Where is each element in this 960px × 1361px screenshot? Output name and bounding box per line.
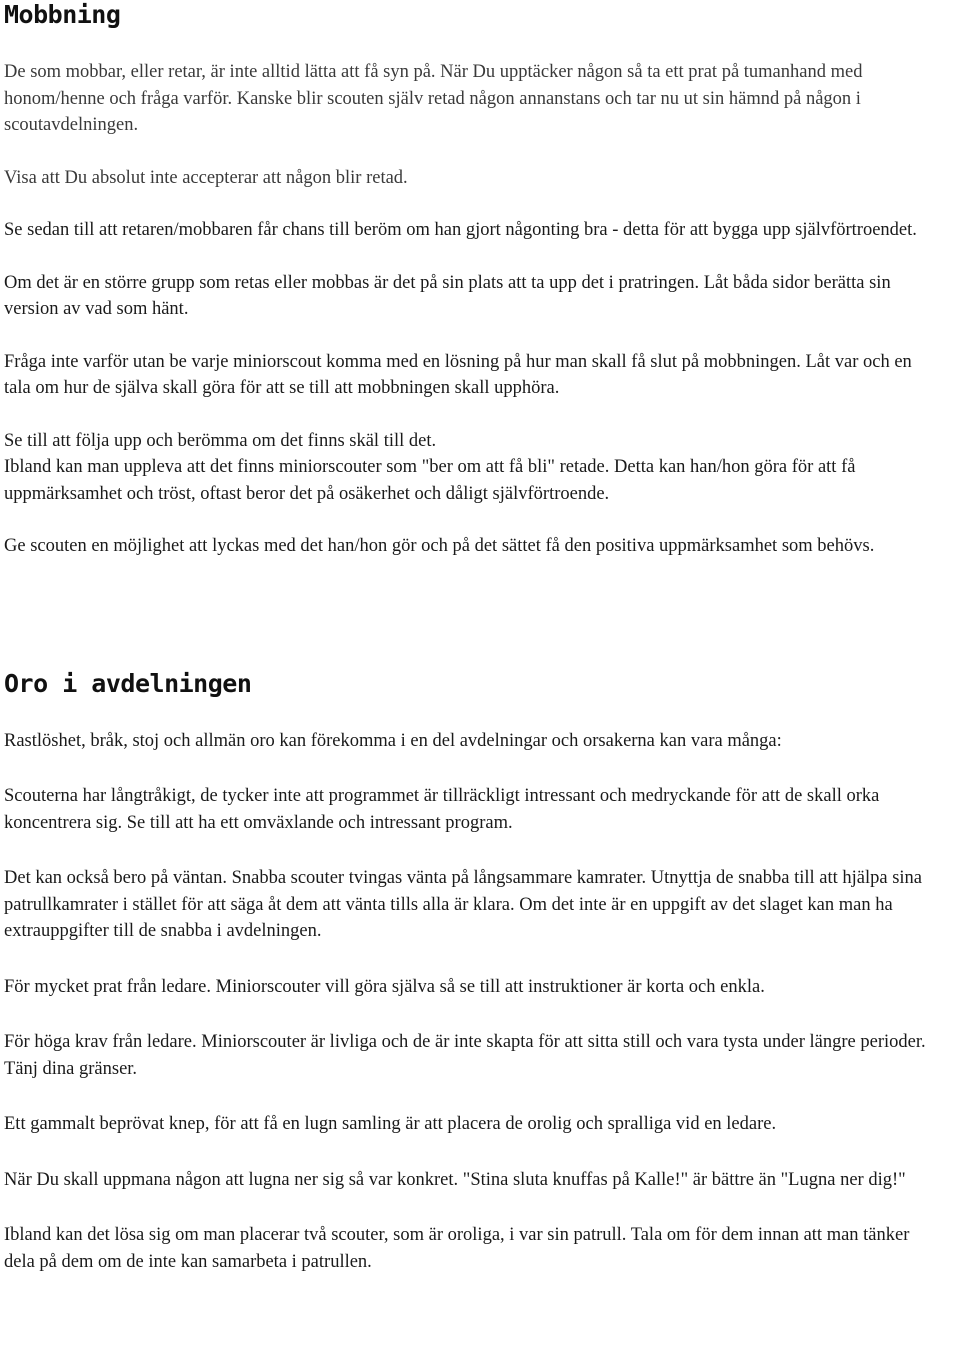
paragraph: För mycket prat från ledare. Miniorscouter vill göra själva så se till att instruktioner är korta och enkla.: [4, 976, 765, 997]
paragraph: Rastlöshet, bråk, stoj och allmän oro kan förekomma i en del avdelningar och orsakerna kan vara många:: [4, 730, 782, 751]
paragraph: För höga krav från ledare. Miniorscouter är livliga och de är inte skapta för att sitta still och vara tysta under längre perioder. Tänj dina gränser.: [4, 1032, 926, 1079]
paragraph: Ibland kan man uppleva att det finns miniorscouter som "ber om att få bli" retade. Detta kan han/hon göra för att få uppmärksamhet och tröst, oftast beror det på osäkerhet och dåligt självförtroende.: [4, 457, 856, 504]
section-oro-i-avdelningen: [4, 669, 942, 1276]
paragraph: Fråga inte varför utan be varje miniorscout komma med en lösning på hur man skall få slut på mobbningen. Låt var och en tala om hur de själva skall göra för att se till att mobbningen skall upphöra.: [4, 351, 912, 398]
paragraph: Ett gammalt beprövat knep, för att få en lugn samling är att placera de orolig och spralliga vid en ledare.: [4, 1114, 777, 1134]
section-mobbning: [4, 0, 942, 560]
paragraph: Ibland kan det lösa sig om man placerar två scouter, som är oroliga, i var sin patrull. Tala om för dem innan att man tänker dela på dem om de inte kan samarbeta i patrullen.: [4, 1225, 910, 1272]
paragraph: Se sedan till att retaren/mobbaren får chans till beröm om han gjort någonting bra - detta för att bygga upp självförtroendet.: [4, 220, 917, 240]
paragraph: Om det är en större grupp som retas eller mobbas är det på sin plats att ta upp det i pratringen. Låt båda sidor berätta sin version av vad som hänt.: [4, 272, 891, 319]
section-title: Oro i avdelningen: [4, 668, 252, 698]
paragraph: När Du skall uppmana någon att lugna ner sig så var konkret. "Stina sluta knuffas på Kalle!" är bättre än "Lugna ner dig!": [4, 1169, 906, 1190]
paragraph: De som mobbar, eller retar, är inte alltid lätta att få syn på. När Du upptäcker någon så ta ett prat på tumanhand med honom/henne och fråga varför. Kanske blir scouten själv retad någon annanstans och tar nu ut sin hämnd på någon i scoutavdelningen.: [4, 62, 863, 135]
section-spacer: [4, 586, 942, 669]
paragraph: Se till att följa upp och berömma om det finns skäl till det.: [4, 430, 437, 451]
paragraph: Det kan också bero på väntan. Snabba scouter tvingas vänta på långsammare kamrater. Utnyttja de snabba till att hjälpa sina patrullkamrater i stället för att säga åt dem att vänta tills alla är klara. Om det inte är en uppgift av det slaget kan man ha extrauppgifter till de snabba i avdelningen.: [4, 868, 923, 941]
section-title: Mobbning: [4, 0, 121, 29]
paragraph: Scouterna har långtråkigt, de tycker inte att programmet är tillräckligt intressant och medryckande för att de skall orka koncentrera sig. Se till att ha ett omväxlande och intressant program.: [4, 786, 880, 833]
paragraph: Ge scouten en möjlighet att lyckas med det han/hon gör och på det sättet få den positiva uppmärksamhet som behövs.: [4, 536, 875, 556]
paragraph: Visa att Du absolut inte accepterar att någon blir retad.: [4, 167, 408, 188]
